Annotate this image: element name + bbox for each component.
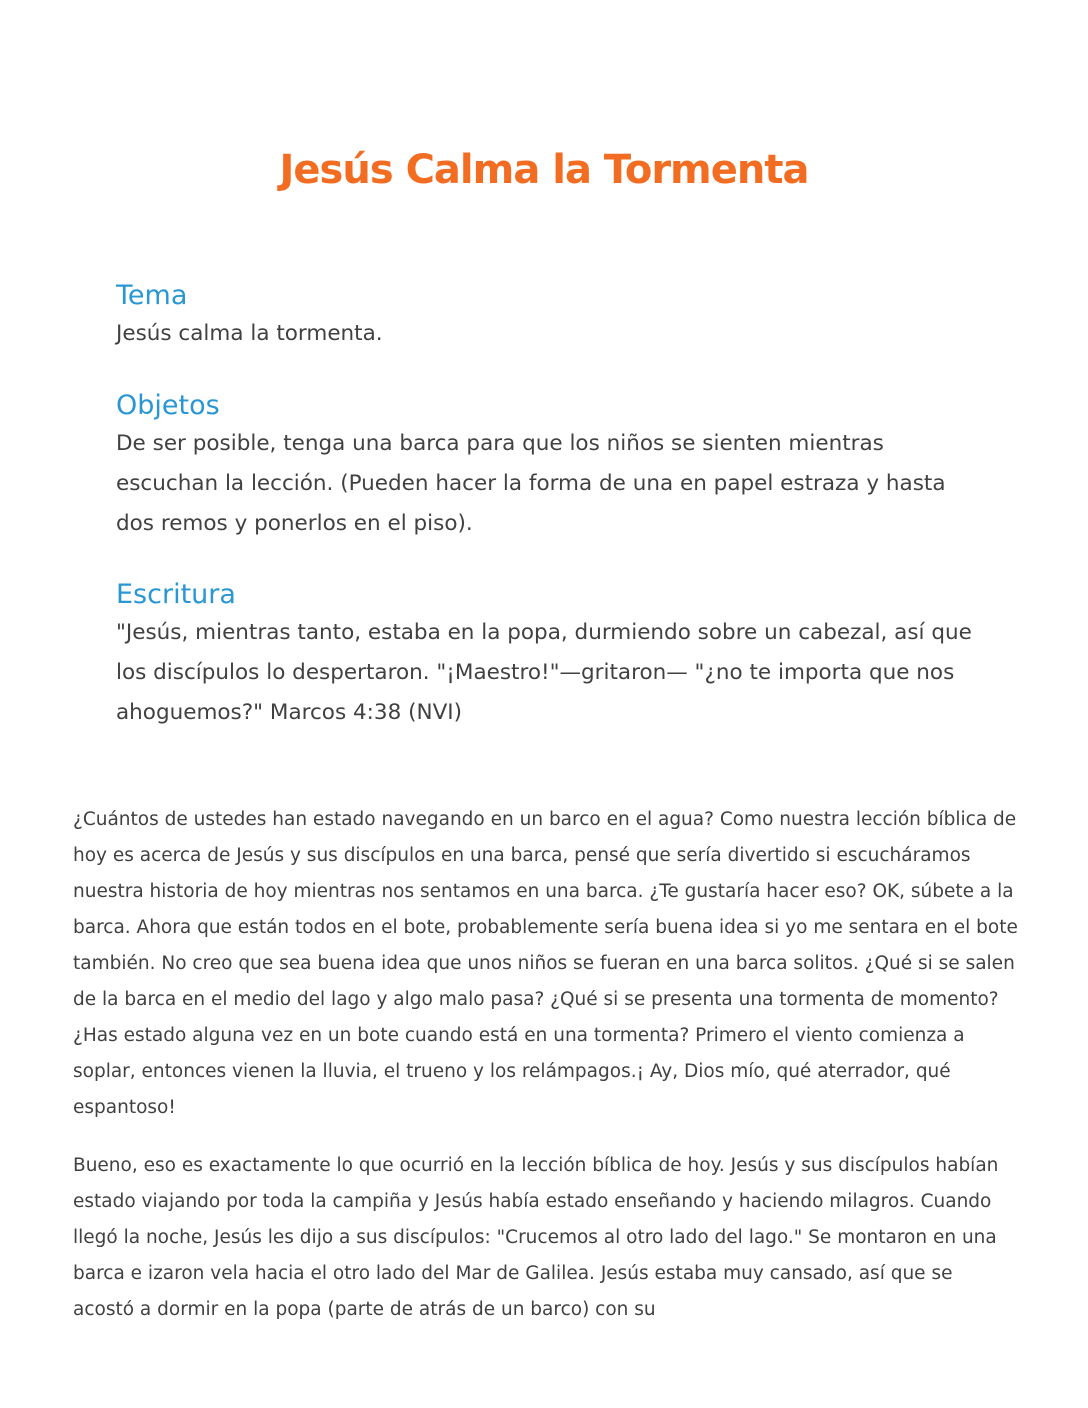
section-escritura (116, 577, 976, 733)
section-objetos (116, 388, 976, 544)
section-tema (116, 278, 976, 354)
section-heading: Escritura (116, 579, 236, 610)
section-heading: Tema (116, 280, 188, 311)
section-text: De ser posible, tenga una barca para que los niños se sienten mientras escuchan la lección. (Pueden hacer la forma de una en papel estraza y hasta dos remos y ponerlos en el piso). (116, 431, 946, 536)
section-text: Jesús calma la tormenta. (116, 321, 383, 346)
body-paragraph: Bueno, eso es exactamente lo que ocurrió en la lección bíblica de hoy. Jesús y sus discípulos habían estado viajando por toda la campiña y Jesús había estado enseñando y haciendo milagros. Cuando llegó la noche, Jesús les dijo a sus discípulos: "Crucemos al otro lado del lago." Se montaron en una barca e izaron vela hacia el otro lado del Mar de Galilea. Jesús estaba muy cansado, así que se acostó a dormir en la popa (parte de atrás de un barco) con su (73, 1155, 999, 1320)
body-paragraph: ¿Cuántos de ustedes han estado navegando en un barco en el agua? Como nuestra lección bíblica de hoy es acerca de Jesús y sus discípulos en una barca, pensé que sería divertido si escucháramos nuestra historia de hoy mientras nos sentamos en una barca. ¿Te gustaría hacer eso? OK, súbete a la barca. Ahora que están todos en el bote, probablemente sería buena idea si yo me sentara en el bote también. No creo que sea buena idea que unos niños se fueran en una barca solitos. ¿Qué si se salen de la barca en el medio del lago y algo malo pasa? ¿Qué si se presenta una tormenta de momento?¿Has estado alguna vez en un bote cuando está en una tormenta? Primero el viento comienza a soplar, entonces vienen la lluvia, el trueno y los relámpagos.¡ Ay, Dios mío, qué aterrador, qué espantoso! (73, 809, 1018, 1118)
section-text: "Jesús, mientras tanto, estaba en la popa, durmiendo sobre un cabezal, así que los discípulos lo despertaron. "¡Maestro!"—gritaron— "¿no te importa que nos ahoguemos?" Marcos 4:38 (NVI) (116, 620, 972, 725)
section-heading: Objetos (116, 390, 220, 421)
page-title: Jesús Calma la Tormenta (279, 147, 809, 193)
